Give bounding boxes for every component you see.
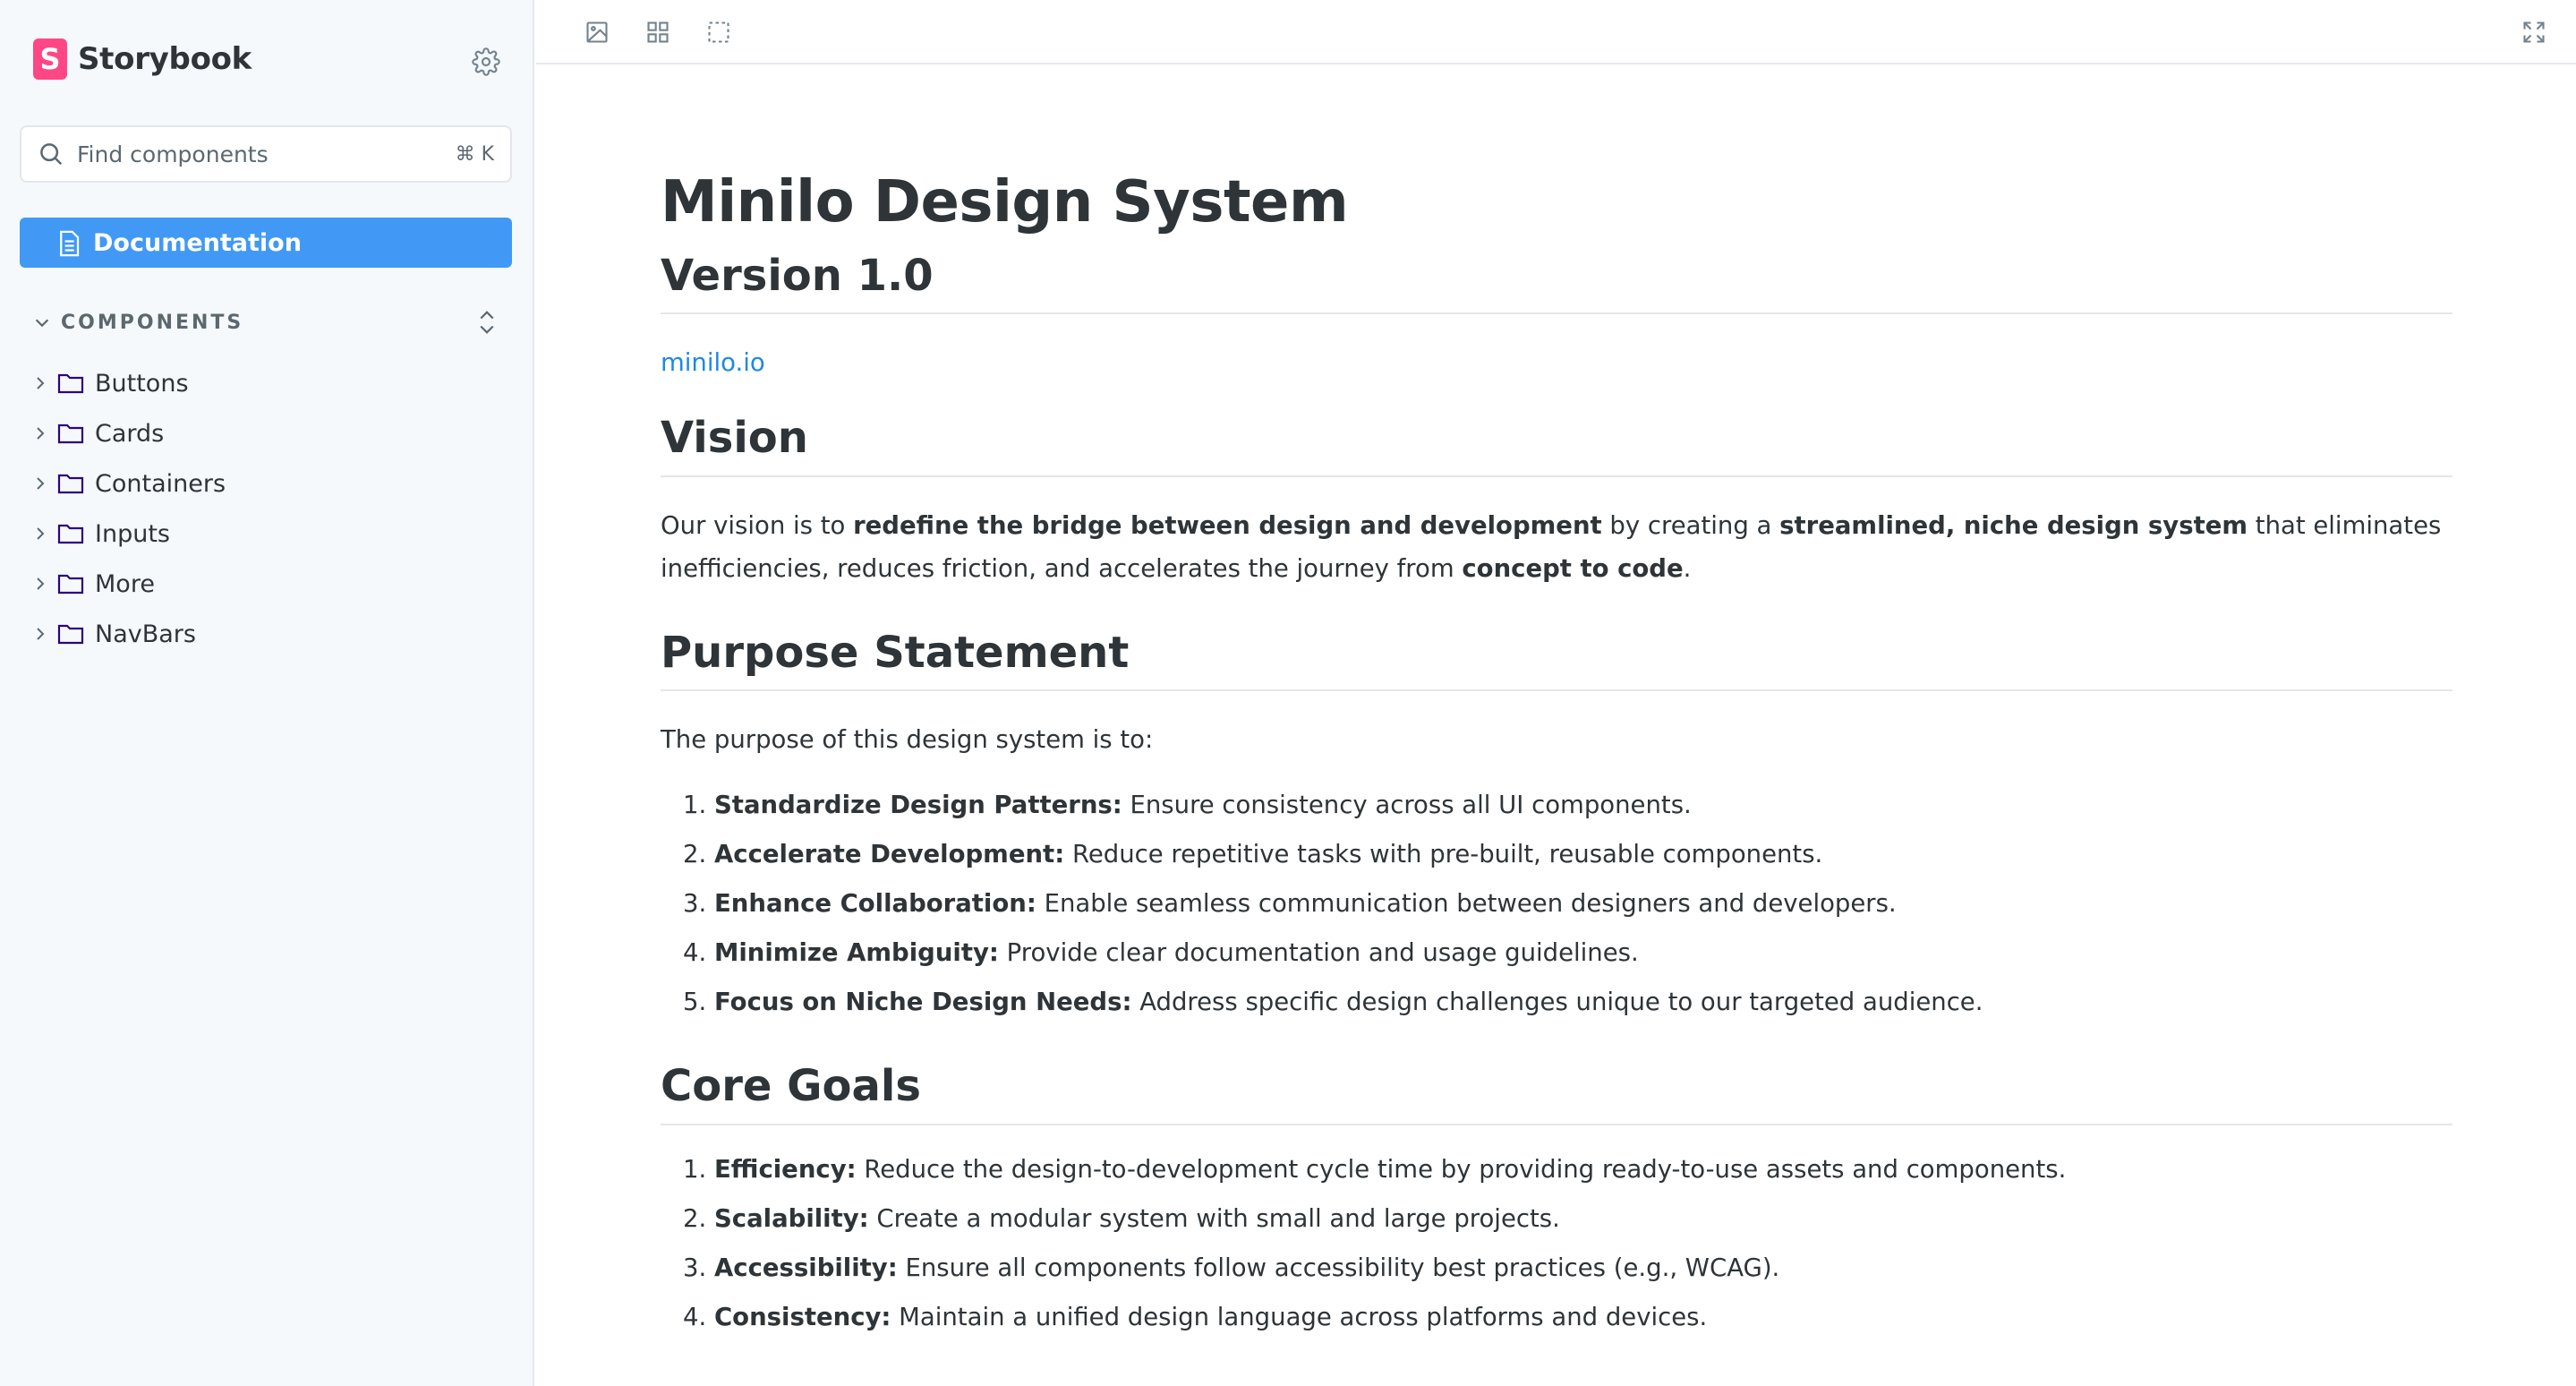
page-title: Minilo Design System [661, 169, 1349, 235]
grid-icon [645, 20, 670, 45]
list-item: 3. Enhance Collaboration: Enable seamless communication between designers and developers. [714, 879, 2452, 928]
sidebar-item-containers[interactable] [32, 458, 507, 509]
fullscreen-button[interactable] [2514, 13, 2554, 52]
sidebar-item-label: Cards [95, 419, 165, 448]
folder-icon [57, 622, 84, 646]
vision-heading: Vision [661, 413, 2452, 477]
docs-content [661, 170, 2452, 1342]
folder-icon [57, 372, 84, 395]
component-tree [32, 358, 507, 659]
list-item: 1. Standardize Design Patterns: Ensure consistency across all UI components. [714, 781, 2452, 830]
background-toggle-button[interactable] [577, 13, 617, 52]
chevron-right-icon [32, 375, 48, 391]
section-label: COMPONENTS [61, 311, 244, 334]
outline-toggle-button[interactable] [699, 13, 738, 52]
folder-icon [57, 522, 84, 545]
sidebar-item-navbars[interactable] [32, 609, 507, 659]
preview-toolbar [536, 0, 2576, 64]
outline-icon [706, 20, 731, 45]
expand-collapse-icon[interactable] [474, 306, 499, 338]
fullscreen-icon [2521, 20, 2546, 45]
core-goals-list [661, 1145, 2452, 1342]
components-section-toggle[interactable] [32, 306, 499, 338]
search-input[interactable] [77, 141, 456, 167]
chevron-down-icon [32, 312, 52, 332]
chevron-right-icon [32, 526, 48, 542]
search-box [20, 125, 512, 183]
image-icon [584, 20, 610, 45]
brand-name: Storybook [78, 41, 252, 77]
sidebar [0, 0, 534, 1386]
chevron-right-icon [32, 626, 48, 642]
sidebar-item-more[interactable] [32, 559, 507, 609]
document-icon [57, 230, 81, 257]
purpose-heading: Purpose Statement [661, 628, 2452, 692]
chevron-right-icon [32, 475, 48, 492]
search-shortcut: ⌘ K [455, 142, 494, 166]
chevron-right-icon [32, 425, 48, 441]
list-item: 5. Focus on Niche Design Needs: Address specific design challenges unique to our targeted audience. [714, 978, 2452, 1027]
sidebar-item-cards[interactable] [32, 408, 507, 458]
list-item: 4. Consistency: Maintain a unified design language across platforms and devices. [714, 1293, 2452, 1342]
sidebar-item-documentation[interactable] [20, 218, 512, 268]
folder-icon [57, 422, 84, 445]
sidebar-item-label: More [95, 569, 155, 598]
storybook-logo-icon: S [33, 38, 67, 80]
folder-icon [57, 472, 84, 495]
search-icon [38, 141, 64, 167]
version-heading: Version 1.0 [661, 251, 2452, 315]
sidebar-item-label: Buttons [95, 369, 189, 398]
purpose-intro: The purpose of this design system is to: [661, 725, 1154, 755]
gear-icon [472, 47, 500, 76]
website-link[interactable]: minilo.io [661, 348, 765, 378]
list-item: 2. Accelerate Development: Reduce repetitive tasks with pre-built, reusable components. [714, 830, 2452, 879]
sidebar-item-buttons[interactable] [32, 358, 507, 408]
list-item: 3. Accessibility: Ensure all components follow accessibility best practices (e.g., WCAG). [714, 1244, 2452, 1293]
sidebar-item-inputs[interactable] [32, 509, 507, 559]
grid-toggle-button[interactable] [638, 13, 678, 52]
list-item: 1. Efficiency: Reduce the design-to-development cycle time by providing ready-to-use assets and components. [714, 1145, 2452, 1194]
chevron-right-icon [32, 576, 48, 592]
purpose-list [661, 781, 2452, 1027]
settings-button[interactable] [467, 43, 505, 81]
list-item: 4. Minimize Ambiguity: Provide clear documentation and usage guidelines. [714, 928, 2452, 978]
folder-icon [57, 572, 84, 595]
list-item: 2. Scalability: Create a modular system with small and large projects. [714, 1194, 2452, 1244]
sidebar-item-label: NavBars [95, 620, 196, 648]
core-goals-heading: Core Goals [661, 1061, 2452, 1125]
sidebar-item-label: Inputs [95, 519, 170, 548]
sidebar-item-label: Documentation [93, 228, 302, 257]
brand[interactable] [33, 38, 252, 81]
sidebar-item-label: Containers [95, 469, 226, 498]
vision-paragraph: Our vision is to redefine the bridge between design and development by creating a streamlined, niche design system that eliminates inefficiencies, reduces friction, and accelerates the journey from concept to code. [661, 510, 2442, 583]
